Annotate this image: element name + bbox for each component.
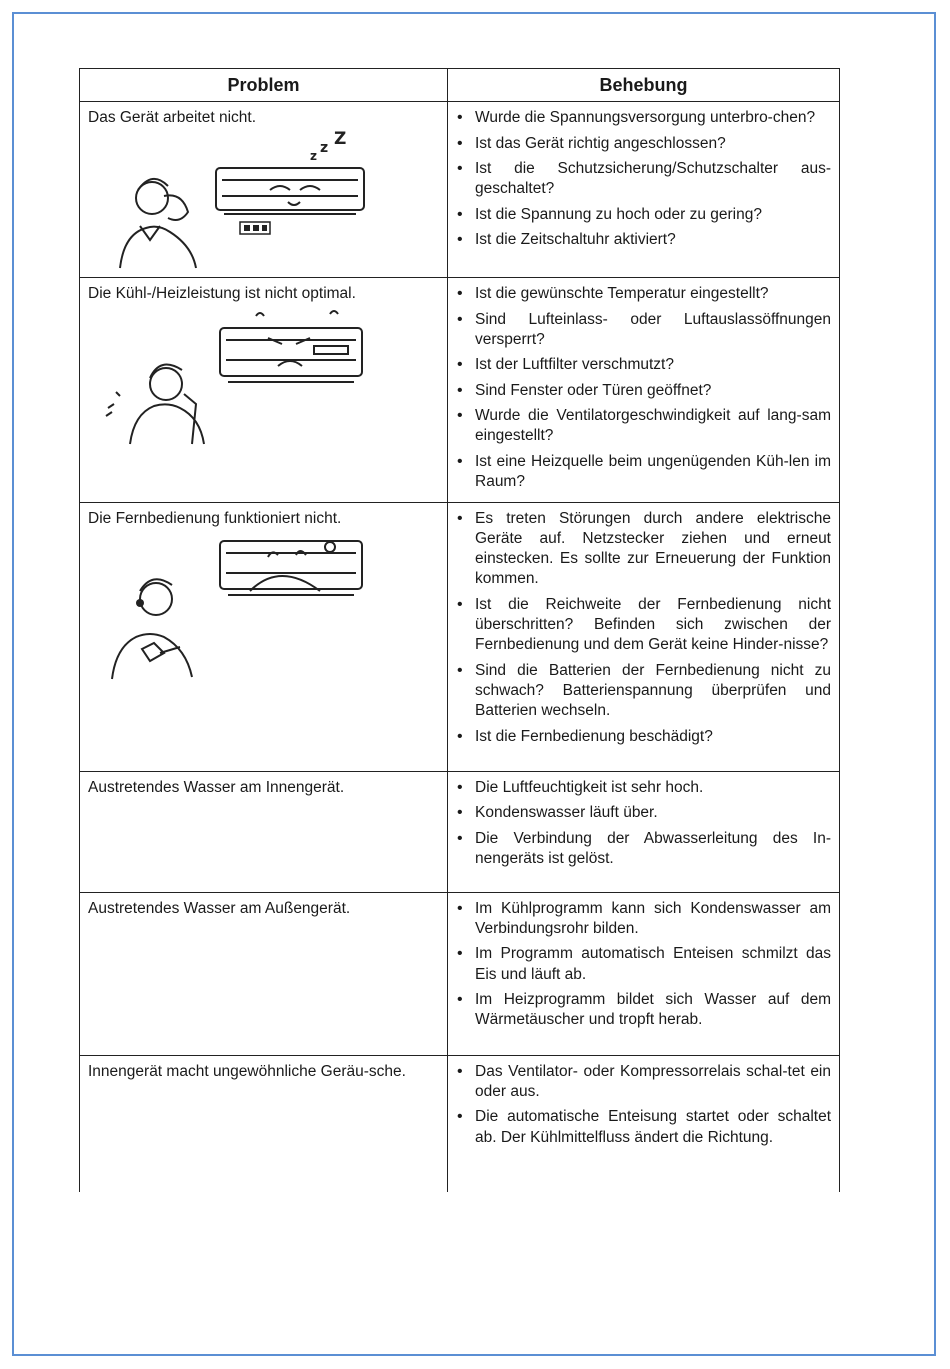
table-row bbox=[80, 1055, 840, 1192]
fix-list bbox=[456, 1062, 831, 1148]
table-row bbox=[80, 771, 840, 892]
list-item: • Ist die Spannung zu hoch oder zu gering? bbox=[456, 205, 831, 225]
list-item: • Wurde die Spannungsversorgung unterbro-chen? bbox=[456, 108, 831, 128]
list-item: • Die Luftfeuchtigkeit ist sehr hoch. bbox=[456, 778, 831, 798]
problem-text: Die Kühl-/Heizleistung ist nicht optimal. bbox=[88, 285, 356, 302]
list-item: • Die automatische Enteisung startet oder schaltet ab. Der Kühlmittelfluss ändert die Richtung. bbox=[456, 1107, 831, 1147]
problem-text: Die Fernbedienung funktioniert nicht. bbox=[88, 509, 342, 527]
troubleshooting-table bbox=[79, 68, 840, 1192]
list-item: • Kondenswasser läuft über. bbox=[456, 803, 831, 823]
list-item: • Ist die Zeitschaltuhr aktiviert? bbox=[456, 230, 831, 250]
list-item: • Ist die Reichweite der Fernbedienung nicht überschritten? Befinden sich zwischen der Fernbedienung und dem Gerät keine Hinder-nisse? bbox=[456, 595, 831, 656]
problem-cell bbox=[80, 892, 448, 1055]
table-row bbox=[80, 502, 840, 771]
table-row bbox=[80, 892, 840, 1055]
list-item: • Ist die Fernbedienung beschädigt? bbox=[456, 727, 831, 747]
fix-cell bbox=[448, 502, 840, 771]
list-item: • Sind die Batterien der Fernbedienung nicht zu schwach? Batterienspannung überprüfen und Batterien wechseln. bbox=[456, 661, 831, 722]
table-row bbox=[80, 102, 840, 278]
fix-cell bbox=[448, 892, 840, 1055]
illustration-unit-sad bbox=[100, 308, 380, 448]
list-item: • Sind Fenster oder Türen geöffnet? bbox=[456, 381, 831, 401]
list-item: • Das Ventilator- oder Kompressorrelais schal-tet ein oder aus. bbox=[456, 1062, 831, 1102]
fix-cell bbox=[448, 102, 840, 278]
problem-text: Austretendes Wasser am Außengerät. bbox=[88, 899, 351, 917]
fix-list bbox=[456, 778, 831, 869]
fix-list bbox=[456, 284, 831, 492]
illustration-unit-sleeping bbox=[110, 130, 370, 270]
problem-cell bbox=[80, 278, 448, 503]
list-item: • Im Kühlprogramm kann sich Kondenswasser am Verbindungsrohr bilden. bbox=[456, 899, 831, 939]
table-header-row bbox=[80, 69, 840, 102]
problem-text: Das Gerät arbeitet nicht. bbox=[88, 109, 256, 126]
table-row bbox=[80, 278, 840, 503]
list-item: • Sind Lufteinlass- oder Luftauslassöffnungen versperrt? bbox=[456, 310, 831, 350]
illustration-remote-control bbox=[100, 529, 380, 689]
list-item: • Die Verbindung der Abwasserleitung des In-nengeräts ist gelöst. bbox=[456, 829, 831, 869]
header-problem: Problem bbox=[80, 69, 448, 102]
svg-text:z: z bbox=[320, 140, 329, 156]
fix-list bbox=[456, 899, 831, 1031]
problem-text: Innengerät macht ungewöhnliche Geräu-sche. bbox=[88, 1062, 406, 1080]
problem-cell bbox=[80, 102, 448, 278]
list-item: • Ist die gewünschte Temperatur eingestellt? bbox=[456, 284, 831, 304]
header-fix: Behebung bbox=[448, 69, 840, 102]
fix-cell bbox=[448, 278, 840, 503]
list-item: • Ist der Luftfilter verschmutzt? bbox=[456, 355, 831, 375]
list-item: • Wurde die Ventilatorgeschwindigkeit auf lang-sam eingestellt? bbox=[456, 406, 831, 446]
fix-list bbox=[456, 509, 831, 747]
problem-cell bbox=[80, 771, 448, 892]
problem-cell bbox=[80, 502, 448, 771]
svg-text:z: z bbox=[310, 149, 317, 163]
problem-text: Austretendes Wasser am Innengerät. bbox=[88, 778, 345, 796]
list-item: • Im Programm automatisch Enteisen schmilzt das Eis und läuft ab. bbox=[456, 944, 831, 984]
list-item: • Ist das Gerät richtig angeschlossen? bbox=[456, 134, 831, 154]
fix-cell bbox=[448, 1055, 840, 1192]
problem-cell bbox=[80, 1055, 448, 1192]
list-item: • Im Heizprogramm bildet sich Wasser auf dem Wärmetäuscher und tropft herab. bbox=[456, 990, 831, 1030]
list-item: • Es treten Störungen durch andere elektrische Geräte auf. Netzstecker ziehen und erneut einstecken. Es sollte zur Erneuerung der Funktion kommen. bbox=[456, 509, 831, 590]
list-item: • Ist eine Heizquelle beim ungenügenden Küh-len im Raum? bbox=[456, 452, 831, 492]
list-item: • Ist die Schutzsicherung/Schutzschalter aus-geschaltet? bbox=[456, 159, 831, 199]
fix-cell bbox=[448, 771, 840, 892]
fix-list bbox=[456, 108, 831, 250]
svg-text:Z: Z bbox=[334, 130, 347, 149]
